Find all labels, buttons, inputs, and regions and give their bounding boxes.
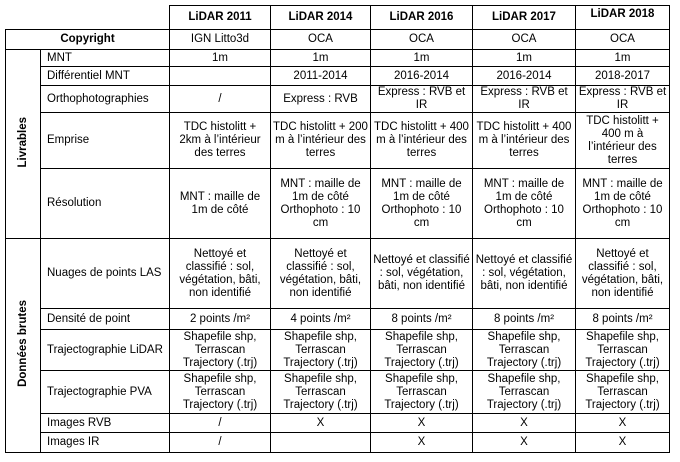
row-label: Densité de point xyxy=(41,309,170,330)
table-cell: MNT : maille de 1m de côté Orthophoto : 10 cm xyxy=(271,169,371,239)
table-cell: 1m xyxy=(371,50,473,67)
row-label: Emprise xyxy=(41,113,170,169)
header-lidar-2014: LiDAR 2014 xyxy=(271,6,371,30)
group-label-livrables: Livrables xyxy=(6,50,41,239)
table-cell: X xyxy=(473,414,576,433)
table-cell: 8 points /m² xyxy=(371,309,473,330)
table-cell: X xyxy=(271,414,371,433)
table-cell: 1m xyxy=(271,50,371,67)
table-row xyxy=(6,309,670,330)
table-cell: Shapefile shp, Terrascan Trajectory (.trj) xyxy=(371,330,473,371)
row-label: Différentiel MNT xyxy=(41,67,170,86)
table-cell: TDC histolitt + 400 m à l’intérieur des terres xyxy=(473,113,576,169)
table-cell: 2 points /m² xyxy=(170,309,271,330)
row-label: Trajectographie LiDAR xyxy=(41,330,170,371)
row-label: Orthophotographies xyxy=(41,86,170,113)
table-cell: Shapefile shp, Terrascan Trajectory (.trj) xyxy=(576,330,670,371)
table-row xyxy=(6,330,670,371)
table-row xyxy=(6,67,670,86)
table-row xyxy=(6,86,670,113)
table-cell: X xyxy=(371,433,473,453)
table-cell: TDC histolitt + 400 m à l’intérieur des terres xyxy=(576,113,670,169)
table-cell: Shapefile shp, Terrascan Trajectory (.trj) xyxy=(473,330,576,371)
table-cell: Express : RVB et IR xyxy=(576,86,670,113)
header-lidar-2011: LiDAR 2011 xyxy=(170,6,271,30)
table-cell: X xyxy=(576,433,670,453)
table-cell: Shapefile shp, Terrascan Trajectory (.trj) xyxy=(473,371,576,414)
table-cell: Shapefile shp, Terrascan Trajectory (.trj) xyxy=(271,371,371,414)
table-cell: 1m xyxy=(473,50,576,67)
row-label: Images RVB xyxy=(41,414,170,433)
table-row xyxy=(6,113,670,169)
table-cell: Shapefile shp, Terrascan Trajectory (.trj) xyxy=(371,371,473,414)
table-cell: 2016-2014 xyxy=(473,67,576,86)
header-lidar-2018: LiDAR 2018 xyxy=(576,6,670,30)
table-cell: OCA xyxy=(271,30,371,50)
table-cell: MNT : maille de 1m de côté Orthophoto : 10 cm xyxy=(371,169,473,239)
table-cell: Express : RVB et IR xyxy=(473,86,576,113)
header-lidar-2016: LiDAR 2016 xyxy=(371,6,473,30)
table-cell: Shapefile shp, Terrascan Trajectory (.trj) xyxy=(576,371,670,414)
table-cell: OCA xyxy=(371,30,473,50)
group-label-donnees-brutes: Données brutes xyxy=(6,239,41,453)
table-cell: X xyxy=(473,433,576,453)
header-lidar-2017: LiDAR 2017 xyxy=(473,6,576,30)
table-cell: Nettoyé et classifié : sol, végétation, bâti, non identifié xyxy=(473,239,576,309)
table-row xyxy=(6,239,670,309)
table-cell: TDC histolitt + 200 m à l’intérieur des terres xyxy=(271,113,371,169)
copyright-row xyxy=(6,30,670,50)
table-cell: OCA xyxy=(576,30,670,50)
table-cell: MNT : maille de 1m de côté Orthophoto : 10 cm xyxy=(473,169,576,239)
table-row xyxy=(6,50,670,67)
table-row xyxy=(6,433,670,453)
table-cell xyxy=(271,433,371,453)
table-cell: 8 points /m² xyxy=(576,309,670,330)
row-label: Nuages de points LAS xyxy=(41,239,170,309)
table-cell: / xyxy=(170,86,271,113)
table-cell: / xyxy=(170,414,271,433)
table-row xyxy=(6,371,670,414)
table-cell: Express : RVB et IR xyxy=(371,86,473,113)
row-label: Images IR xyxy=(41,433,170,453)
table-cell: X xyxy=(576,414,670,433)
table-cell: Shapefile shp, Terrascan Trajectory (.trj) xyxy=(170,330,271,371)
table-cell: OCA xyxy=(473,30,576,50)
table-cell: 2016-2014 xyxy=(371,67,473,86)
table-cell: TDC histolitt + 2km à l’intérieur des terres xyxy=(170,113,271,169)
table-cell: Express : RVB xyxy=(271,86,371,113)
table-cell: Shapefile shp, Terrascan Trajectory (.trj) xyxy=(170,371,271,414)
table-cell: Nettoyé et classifié : sol, végétation, bâti, non identifié xyxy=(271,239,371,309)
table-row xyxy=(6,414,670,433)
table-cell: Nettoyé et classifié : sol, végétation, bâti, non identifié xyxy=(371,239,473,309)
header-row xyxy=(6,6,670,30)
copyright-label: Copyright xyxy=(6,30,170,50)
table-row xyxy=(6,169,670,239)
lidar-comparison-table xyxy=(5,5,670,453)
table-cell: 4 points /m² xyxy=(271,309,371,330)
table-cell: Nettoyé et classifié : sol, végétation, bâti, non identifié xyxy=(576,239,670,309)
table-cell: 2018-2017 xyxy=(576,67,670,86)
table-cell: 2011-2014 xyxy=(271,67,371,86)
table-cell: 8 points /m² xyxy=(473,309,576,330)
table-cell: Nettoyé et classifié : sol, végétation, bâti, non identifié xyxy=(170,239,271,309)
table-cell: 1m xyxy=(576,50,670,67)
table-cell: Shapefile shp, Terrascan Trajectory (.trj) xyxy=(271,330,371,371)
table-cell: IGN Litto3d xyxy=(170,30,271,50)
row-label: Résolution xyxy=(41,169,170,239)
table-cell: / xyxy=(170,433,271,453)
table-cell: X xyxy=(371,414,473,433)
table-cell: TDC histolitt + 400 m à l’intérieur des terres xyxy=(371,113,473,169)
table-cell xyxy=(170,67,271,86)
row-label: MNT xyxy=(41,50,170,67)
table-cell: MNT : maille de 1m de côté xyxy=(170,169,271,239)
table-cell: MNT : maille de 1m de côté Orthophoto : 10 cm xyxy=(576,169,670,239)
table-cell: 1m xyxy=(170,50,271,67)
header-corner xyxy=(6,6,170,30)
row-label: Trajectographie PVA xyxy=(41,371,170,414)
